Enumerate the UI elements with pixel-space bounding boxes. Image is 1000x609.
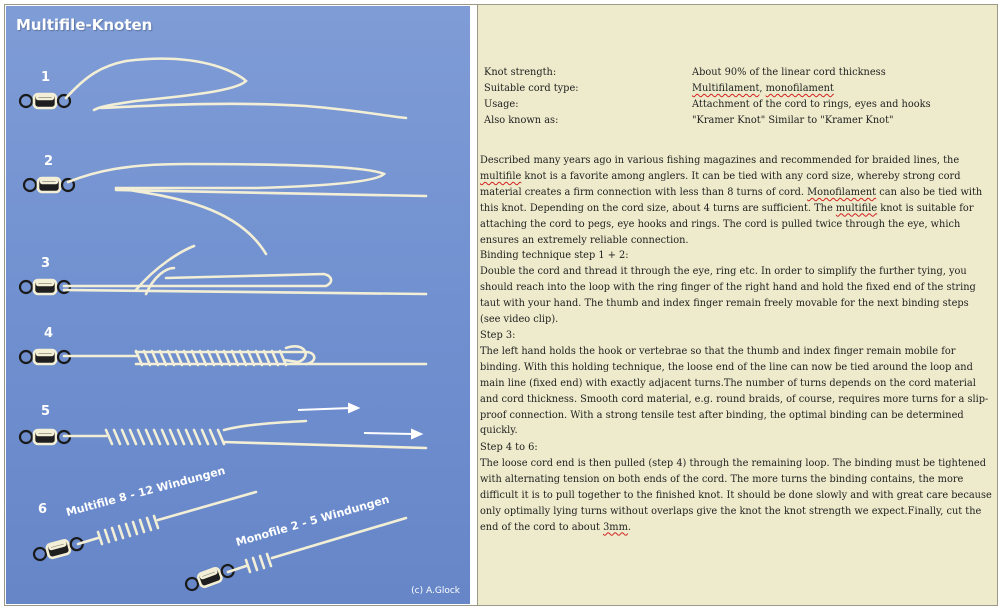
section-heading: Step 3: [480, 330, 516, 341]
property-key: Suitable cord type: [484, 83, 579, 94]
step-number-1: 1 [41, 70, 51, 85]
cord-type-separator: , [759, 83, 766, 94]
image-title: Multifile-Knoten [16, 16, 153, 34]
section-step-3 [480, 328, 992, 439]
section-heading: Binding technique step 1 + 2: [480, 250, 629, 261]
cord-type-multifilament: Multifilament [692, 83, 760, 94]
section-body: The loose cord end is then pulled (step 4) through the remaining loop. The binding must be tightened with alternating tension on both ends of the cord. The more turns the binding contains, the more difficult it is to pull together to the finished knot. It should be done slowly and with great care because only optimally lying turns without overlaps give the knot the knot strength we expect.Finally, cut the end of the cord to about [480, 457, 992, 533]
property-value [692, 81, 989, 97]
word-multifile: multifile [835, 202, 878, 214]
step-number-6: 6 [38, 502, 48, 517]
property-key: Knot strength: [484, 67, 557, 78]
section-step-4-6: Step 4 to 6: The loose cord end is then pulled (step 4) through the remaining loop. The binding must be tightened with alternating tension on both ends of the cord. The more turns the binding contains, the more difficult it is to pull together to the finished knot. It should be done slowly and with great care because only optimally lying turns without overlaps give the knot the knot strength we expect.Finally, cut the end of the cord to about 3mm. [480, 442, 992, 533]
copyright: (c) A.Glock [411, 586, 460, 596]
step-number-2: 2 [44, 154, 54, 169]
property-row [484, 81, 989, 97]
section-body: The left hand holds the hook or vertebrae so that the thumb and index finger remain mobile for binding. With this holding technique, the loose end of the line can now be tied around the loop and main line (fixed end) with exactly adjacent turns.The number of turns depends on the cord material and cord thickness. Smooth cord material, e.g. round braids, of course, requires more turns for a slip-proof connection. With a strong tensile test after binding, the optimal binding can be determined quickly. [480, 345, 989, 437]
description-paragraph: Described many years ago in various fishing magazines and recommended for braided lines, the multifile knot is a favorite among anglers. It can be tied with any cord size, whereby strong cord material creates a firm connection with less than 8 turns of cord. Monofilament can also be tied with this knot. Depending on the cord size, about 4 turns are sufficient. The multifile knot is suitable for attaching the cord to pegs, eye hooks and rings. The cord is pulled twice through the eye, which ensures an extremely reliable connection. [480, 155, 983, 246]
step1-drawing [20, 59, 406, 118]
property-row [484, 65, 989, 81]
properties-table [484, 65, 989, 129]
knot-illustration [6, 6, 470, 604]
property-value: About 90% of the linear cord thickness [692, 67, 886, 78]
section-body: Double the cord and thread it through the eye, ring etc. In order to simplify the further tying, you should reach into the loop with the ring finger of the right hand and hold the fixed end of the string taut with your hand. The thumb and index finger remain freely movable for the next binding steps (see video clip). [480, 265, 976, 325]
step4-drawing [20, 346, 426, 365]
step3-drawing [20, 246, 426, 294]
step-number-5: 5 [41, 404, 51, 419]
step-number-4: 4 [44, 326, 54, 341]
property-value: Attachment of the cord to rings, eyes and hooks [692, 99, 931, 110]
word-multifile: multifile [480, 170, 522, 182]
length-3mm: 3mm [603, 521, 628, 533]
word-monofilament: Monofilament [807, 186, 877, 198]
property-row [484, 113, 989, 129]
step-number-3: 3 [41, 256, 51, 271]
caption-multifile: Multifile 8 - 12 Windungen [64, 463, 227, 519]
section-binding-1-2 [480, 248, 992, 328]
pull-arrows [298, 404, 421, 438]
property-key: Usage: [484, 99, 519, 110]
step5-drawing [20, 421, 426, 448]
step2-drawing [24, 164, 426, 254]
section-heading: Step 4 to 6: [480, 442, 538, 453]
property-row [484, 97, 989, 113]
caption-monofile: Monofile 2 - 5 Windungen [234, 492, 391, 549]
property-value: "Kramer Knot" Similar to "Kramer Knot" [692, 115, 894, 126]
text-panel [478, 5, 997, 605]
property-key: Also known as: [484, 115, 559, 126]
cord-type-monofilament: monofilament [765, 83, 834, 94]
